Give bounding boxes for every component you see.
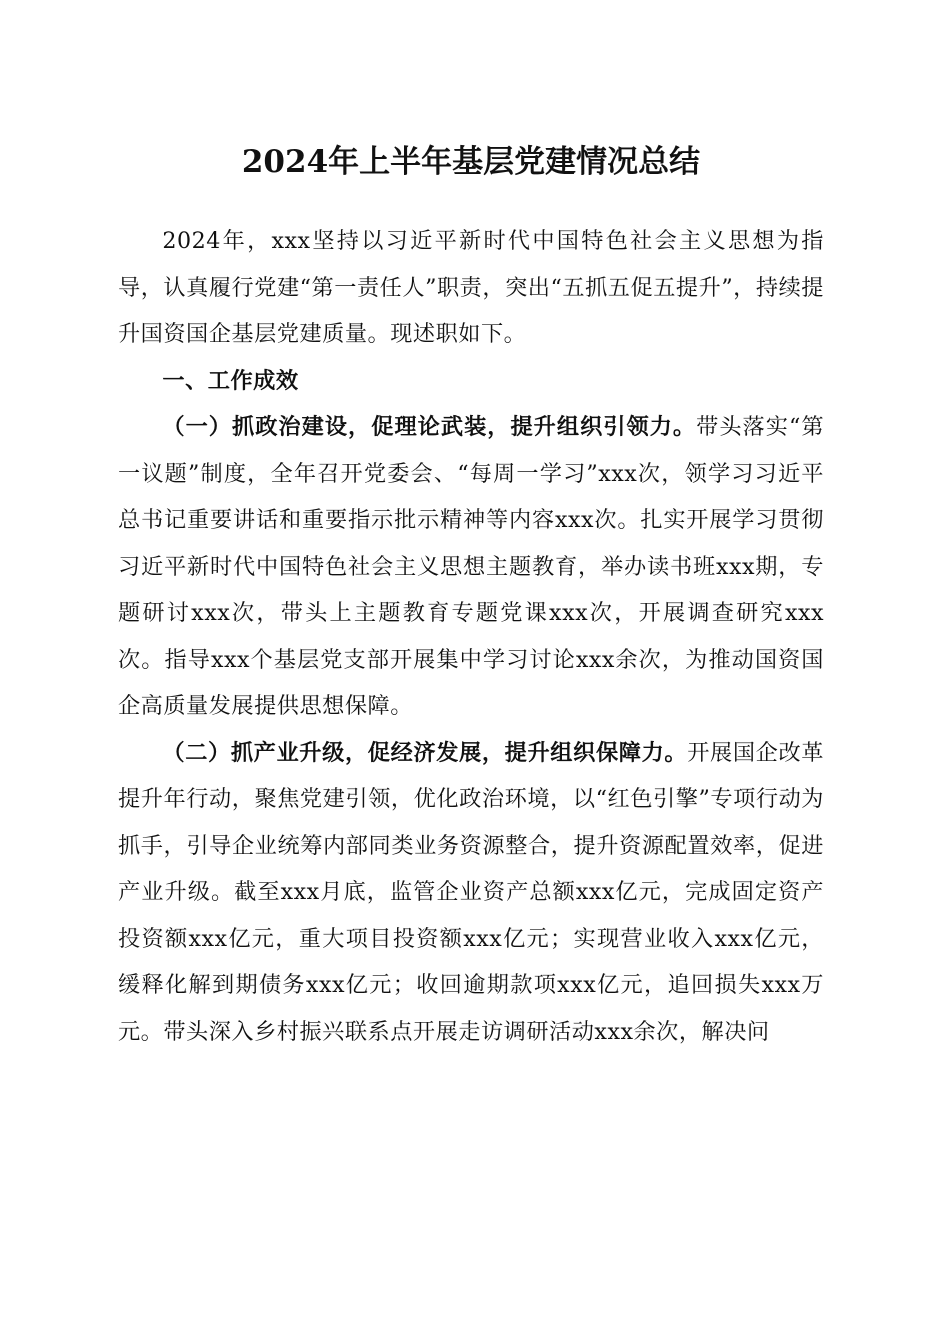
intro-paragraph: 2024年，xxx坚持以习近平新时代中国特色社会主义思想为指导，认真履行党建“第一责任人”职责，突出“五抓五促五提升”，持续提升国资国企基层党建质量。现述职如下。: [118, 228, 824, 347]
document-body: [118, 218, 824, 1055]
document-title: 2024年上半年基层党建情况总结: [241, 144, 701, 180]
section-heading-work-results: 一、工作成效: [162, 367, 299, 394]
item-2-lead: （二）抓产业升级，促经济发展，提升组织保障力。: [162, 739, 688, 766]
item-1-paragraph: [118, 404, 824, 730]
item-2-body: 开展国企改革提升年行动，聚焦党建引领，优化政治环境，以“红色引擎”专项行动为抓手，引导企业统筹内部同类业务资源整合，提升资源配置效率，促进产业升级。截至xxx月底，监管企业资产总额xxx亿元，完成固定资产投资额xxx亿元，重大项目投资额xxx亿元；实现营业收入xxx亿元，缓释化解到期债务xxx亿元；收回逾期款项xxx亿元，追回损失xxx万元。带头深入乡村振兴联系点开展走访调研活动xxx余次，解决问: [118, 739, 824, 1045]
item-2-paragraph: [118, 730, 824, 1056]
item-1-lead: （一）抓政治建设，促理论武装，提升组织引领力。: [162, 414, 697, 440]
item-1-body: 带头落实“第一议题”制度，全年召开党委会、“每周一学习”xxx次，领学习习近平总书记重要讲话和重要指示批示精神等内容xxx次。扎实开展学习贯彻习近平新时代中国特色社会主义思想主题教育，举办读书班xxx期，专题研讨xxx次，带头上主题教育专题党课xxx次，开展调查研究xxx次。指导xxx个基层党支部开展集中学习讨论xxx余次，为推动国资国企高质量发展提供思想保障。: [118, 414, 825, 719]
